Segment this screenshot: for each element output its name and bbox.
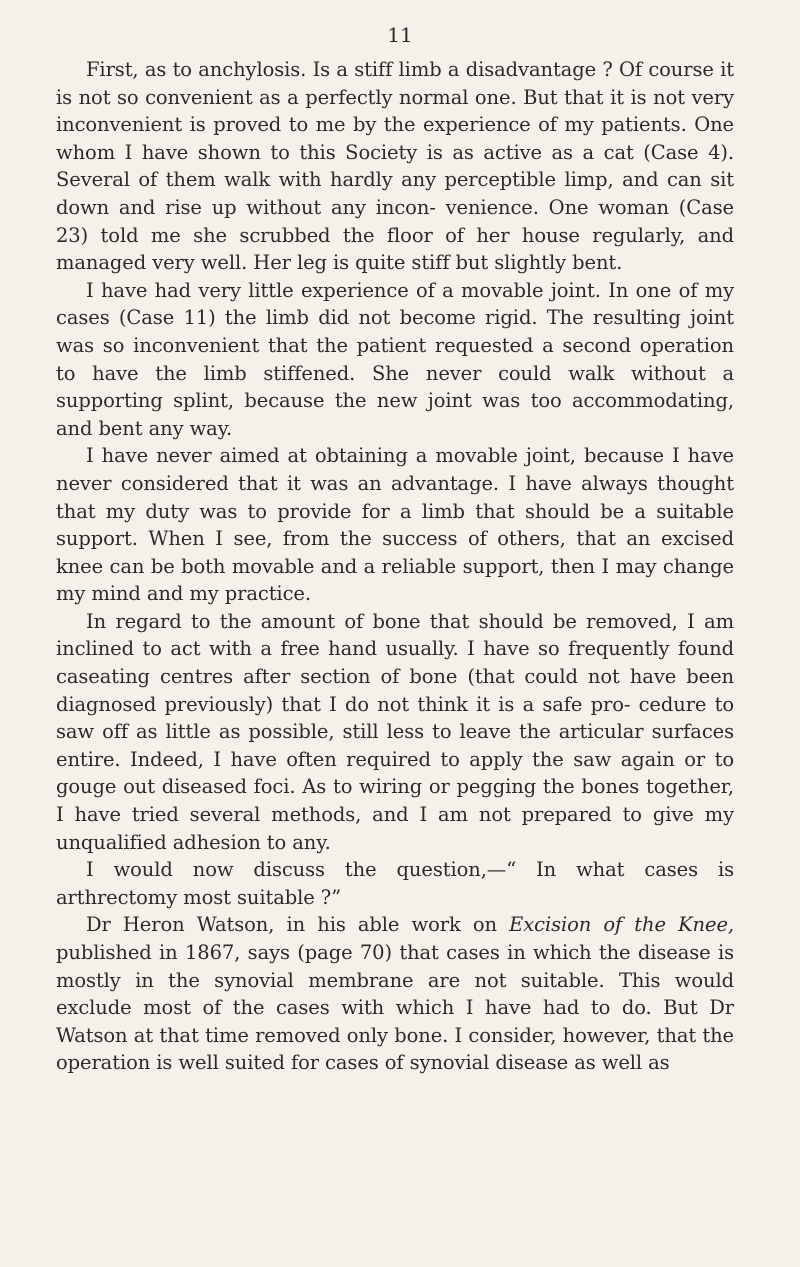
- paragraph-arthrectomy-question: I would now discuss the question,—“ In what cases is arthrectomy most suitable ?”: [56, 858, 734, 909]
- paragraph-heron-watson-before-title: Dr Heron Watson, in his able work on: [86, 913, 510, 937]
- paragraph-heron-watson: [56, 911, 734, 1077]
- paragraph-bone-removal: In regard to the amount of bone that should be removed, I am inclined to act with a free hand usually. I have so frequently found caseating centres after section of bone (that could not have been diagnosed previously) that I do not think it is a safe pro- cedure to saw off as little as possible, still less to leave the articular surfaces entire. Indeed, I have often required to apply the saw again or to gouge out diseased foci. As to wiring or pegging the bones together, I have tried several methods, and I am not prepared to give my unqualified adhesion to any.: [56, 609, 734, 854]
- paragraph-heron-watson-after-title: published in 1867, says (page 70) that cases in which the disease is mostly in the synovial membrane are not suitable. This would exclude most of the cases with which I have had to do. But Dr Watson at that time removed only bone. I consider, however, that the operation is well suited for cases of synovial disease as well as: [56, 941, 734, 1075]
- paragraph-movable-joint-aim: I have never aimed at obtaining a movable joint, because I have never considered that it was an advantage. I have always thought that my duty was to provide for a limb that should be a suitable support. When I see, from the success of others, that an excised knee can be both movable and a reliable support, then I may change my mind and my practice.: [56, 444, 734, 606]
- paragraph-anchylosis: First, as to anchylosis. Is a stiff limb a disadvantage ? Of course it is not so convenient as a perfectly normal one. But that it is not very inconvenient is proved to me by the experience of my patients. One whom I have shown to this Society is as active as a cat (Case 4). Several of them walk with hardly any perceptible limp, and can sit down and rise up without any incon- venience. One woman (Case 23) told me she scrubbed the floor of her house regularly, and managed very well. Her leg is quite stiff but slightly bent.: [56, 58, 734, 275]
- paragraph-movable-joint-experience: I have had very little experience of a movable joint. In one of my cases (Case 11) the limb did not become rigid. The resulting joint was so inconvenient that the patient requested a second operation to have the limb stiffened. She never could walk without a supporting splint, because the new joint was too accommodating, and bent any way.: [56, 278, 734, 440]
- book-title: Excision of the Knee,: [509, 913, 734, 937]
- page-number: 11: [387, 23, 413, 47]
